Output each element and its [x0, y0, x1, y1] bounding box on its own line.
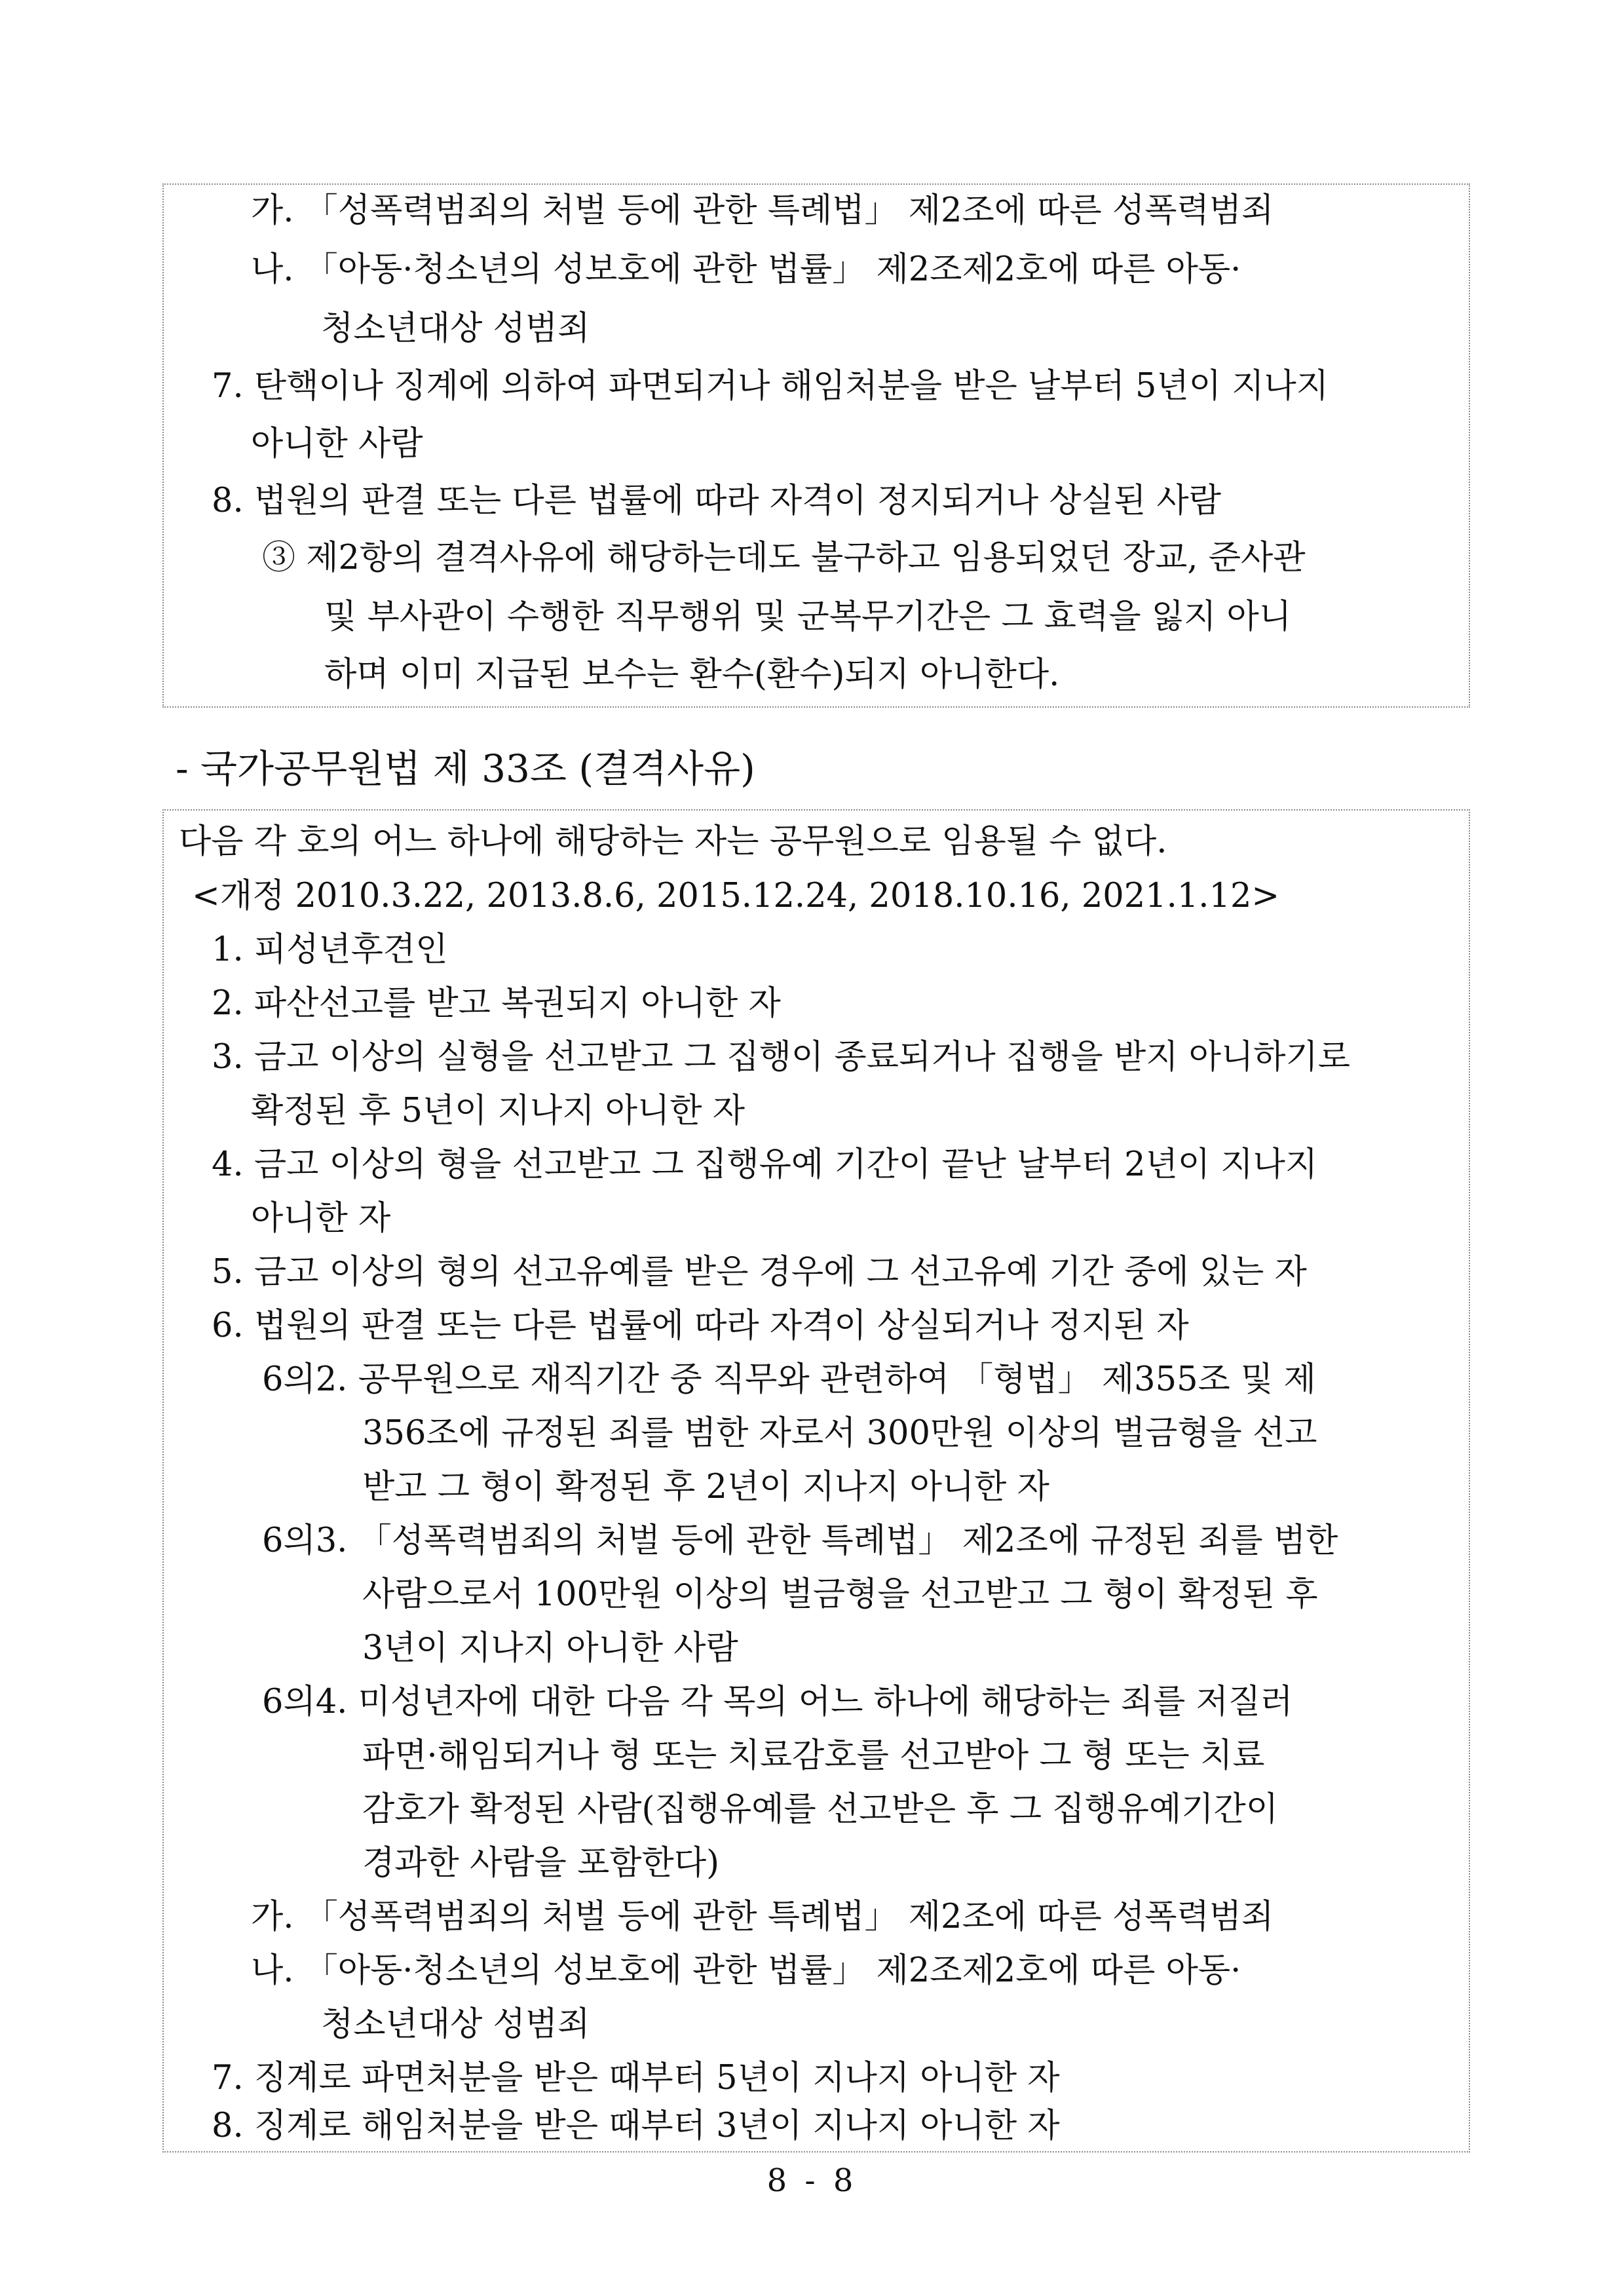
clause-line: 5. 금고 이상의 형의 선고유예를 받은 경우에 그 선고유예 기간 중에 있는 자: [212, 1253, 1307, 1292]
clause-line: 확정된 후 5년이 지나지 아니한 자: [251, 1092, 745, 1130]
clause-line: 아니한 사람: [251, 425, 423, 463]
clause-line: 아니한 자: [251, 1199, 391, 1238]
clause-line: 6의4. 미성년자에 대한 다음 각 목의 어느 하나에 해당하는 죄를 저질러: [262, 1683, 1293, 1721]
clause-line: 감호가 확정된 사람(집행유예를 선고받은 후 그 집행유예기간이: [362, 1790, 1279, 1829]
clause-line: 다음 각 호의 어느 하나에 해당하는 자는 공무원으로 임용될 수 없다.: [179, 822, 1167, 861]
page-number: 8 - 8: [766, 2162, 858, 2199]
clause-line: 6의3. 「성폭력범죄의 처벌 등에 관한 특례법」 제2조에 규정된 죄를 범한: [262, 1521, 1338, 1560]
clause-line: 1. 피성년후견인: [212, 930, 448, 969]
clause-line: 가. 「성폭력범죄의 처벌 등에 관한 특례법」 제2조에 따른 성폭력범죄: [251, 1898, 1274, 1936]
clause-line: 가. 「성폭력범죄의 처벌 등에 관한 특례법」 제2조에 따른 성폭력범죄: [251, 191, 1274, 230]
clause-line: 4. 금고 이상의 형을 선고받고 그 집행유예 기간이 끝난 날부터 2년이 지나지: [212, 1145, 1318, 1184]
clause-line: 6. 법원의 판결 또는 다른 법률에 따라 자격이 상실되거나 정지된 자: [212, 1307, 1189, 1345]
clause-line: 8. 법원의 판결 또는 다른 법률에 따라 자격이 정지되거나 상실된 사람: [212, 482, 1221, 520]
clause-line: 3년이 지나지 아니한 사람: [362, 1629, 738, 1668]
clause-line: 8. 징계로 해임처분을 받은 때부터 3년이 지나지 아니한 자: [212, 2107, 1060, 2145]
clause-line: 7. 징계로 파면처분을 받은 때부터 5년이 지나지 아니한 자: [212, 2059, 1060, 2097]
clause-line: 2. 파산선고를 받고 복권되지 아니한 자: [212, 984, 781, 1023]
clause-line: 파면·해임되거나 형 또는 치료감호를 선고받아 그 형 또는 치료: [362, 1736, 1265, 1775]
clause-line: 청소년대상 성범죄: [321, 2005, 590, 2044]
clause-line: 및 부사관이 수행한 직무행위 및 군복무기간은 그 효력을 잃지 아니: [324, 598, 1292, 636]
clause-line: 받고 그 형이 확정된 후 2년이 지나지 아니한 자: [362, 1468, 1049, 1506]
clause-line: 6의2. 공무원으로 재직기간 중 직무와 관련하여 「형법」 제355조 및 제: [262, 1360, 1316, 1399]
section-heading: - 국가공무원법 제 33조 (결격사유): [176, 746, 755, 791]
clause-line: 나. 「아동·청소년의 성보호에 관한 법률」 제2조제2호에 따른 아동·: [251, 250, 1241, 289]
clause-line: 나. 「아동·청소년의 성보호에 관한 법률」 제2조제2호에 따른 아동·: [251, 1951, 1241, 1990]
amendment-note: <개정 2010.3.22, 2013.8.6, 2015.12.24, 2018.10.16, 2021.1.12>: [192, 877, 1280, 915]
clause-line: 하며 이미 지급된 보수는 환수(환수)되지 아니한다.: [324, 655, 1060, 694]
clause-line: 7. 탄핵이나 징계에 의하여 파면되거나 해임처분을 받은 날부터 5년이 지나지: [212, 367, 1329, 406]
clause-line: 경과한 사람을 포함한다): [362, 1844, 719, 1883]
clause-line: 3. 금고 이상의 실형을 선고받고 그 집행이 종료되거나 집행을 받지 아니하기로: [212, 1038, 1351, 1077]
clause-line: 사람으로서 100만원 이상의 벌금형을 선고받고 그 형이 확정된 후: [362, 1575, 1318, 1614]
clause-line: ③ 제2항의 결격사유에 해당하는데도 불구하고 임용되었던 장교, 준사관: [262, 539, 1306, 577]
clause-line: 356조에 규정된 죄를 범한 자로서 300만원 이상의 벌금형을 선고: [362, 1414, 1317, 1453]
clause-line: 청소년대상 성범죄: [321, 309, 590, 348]
